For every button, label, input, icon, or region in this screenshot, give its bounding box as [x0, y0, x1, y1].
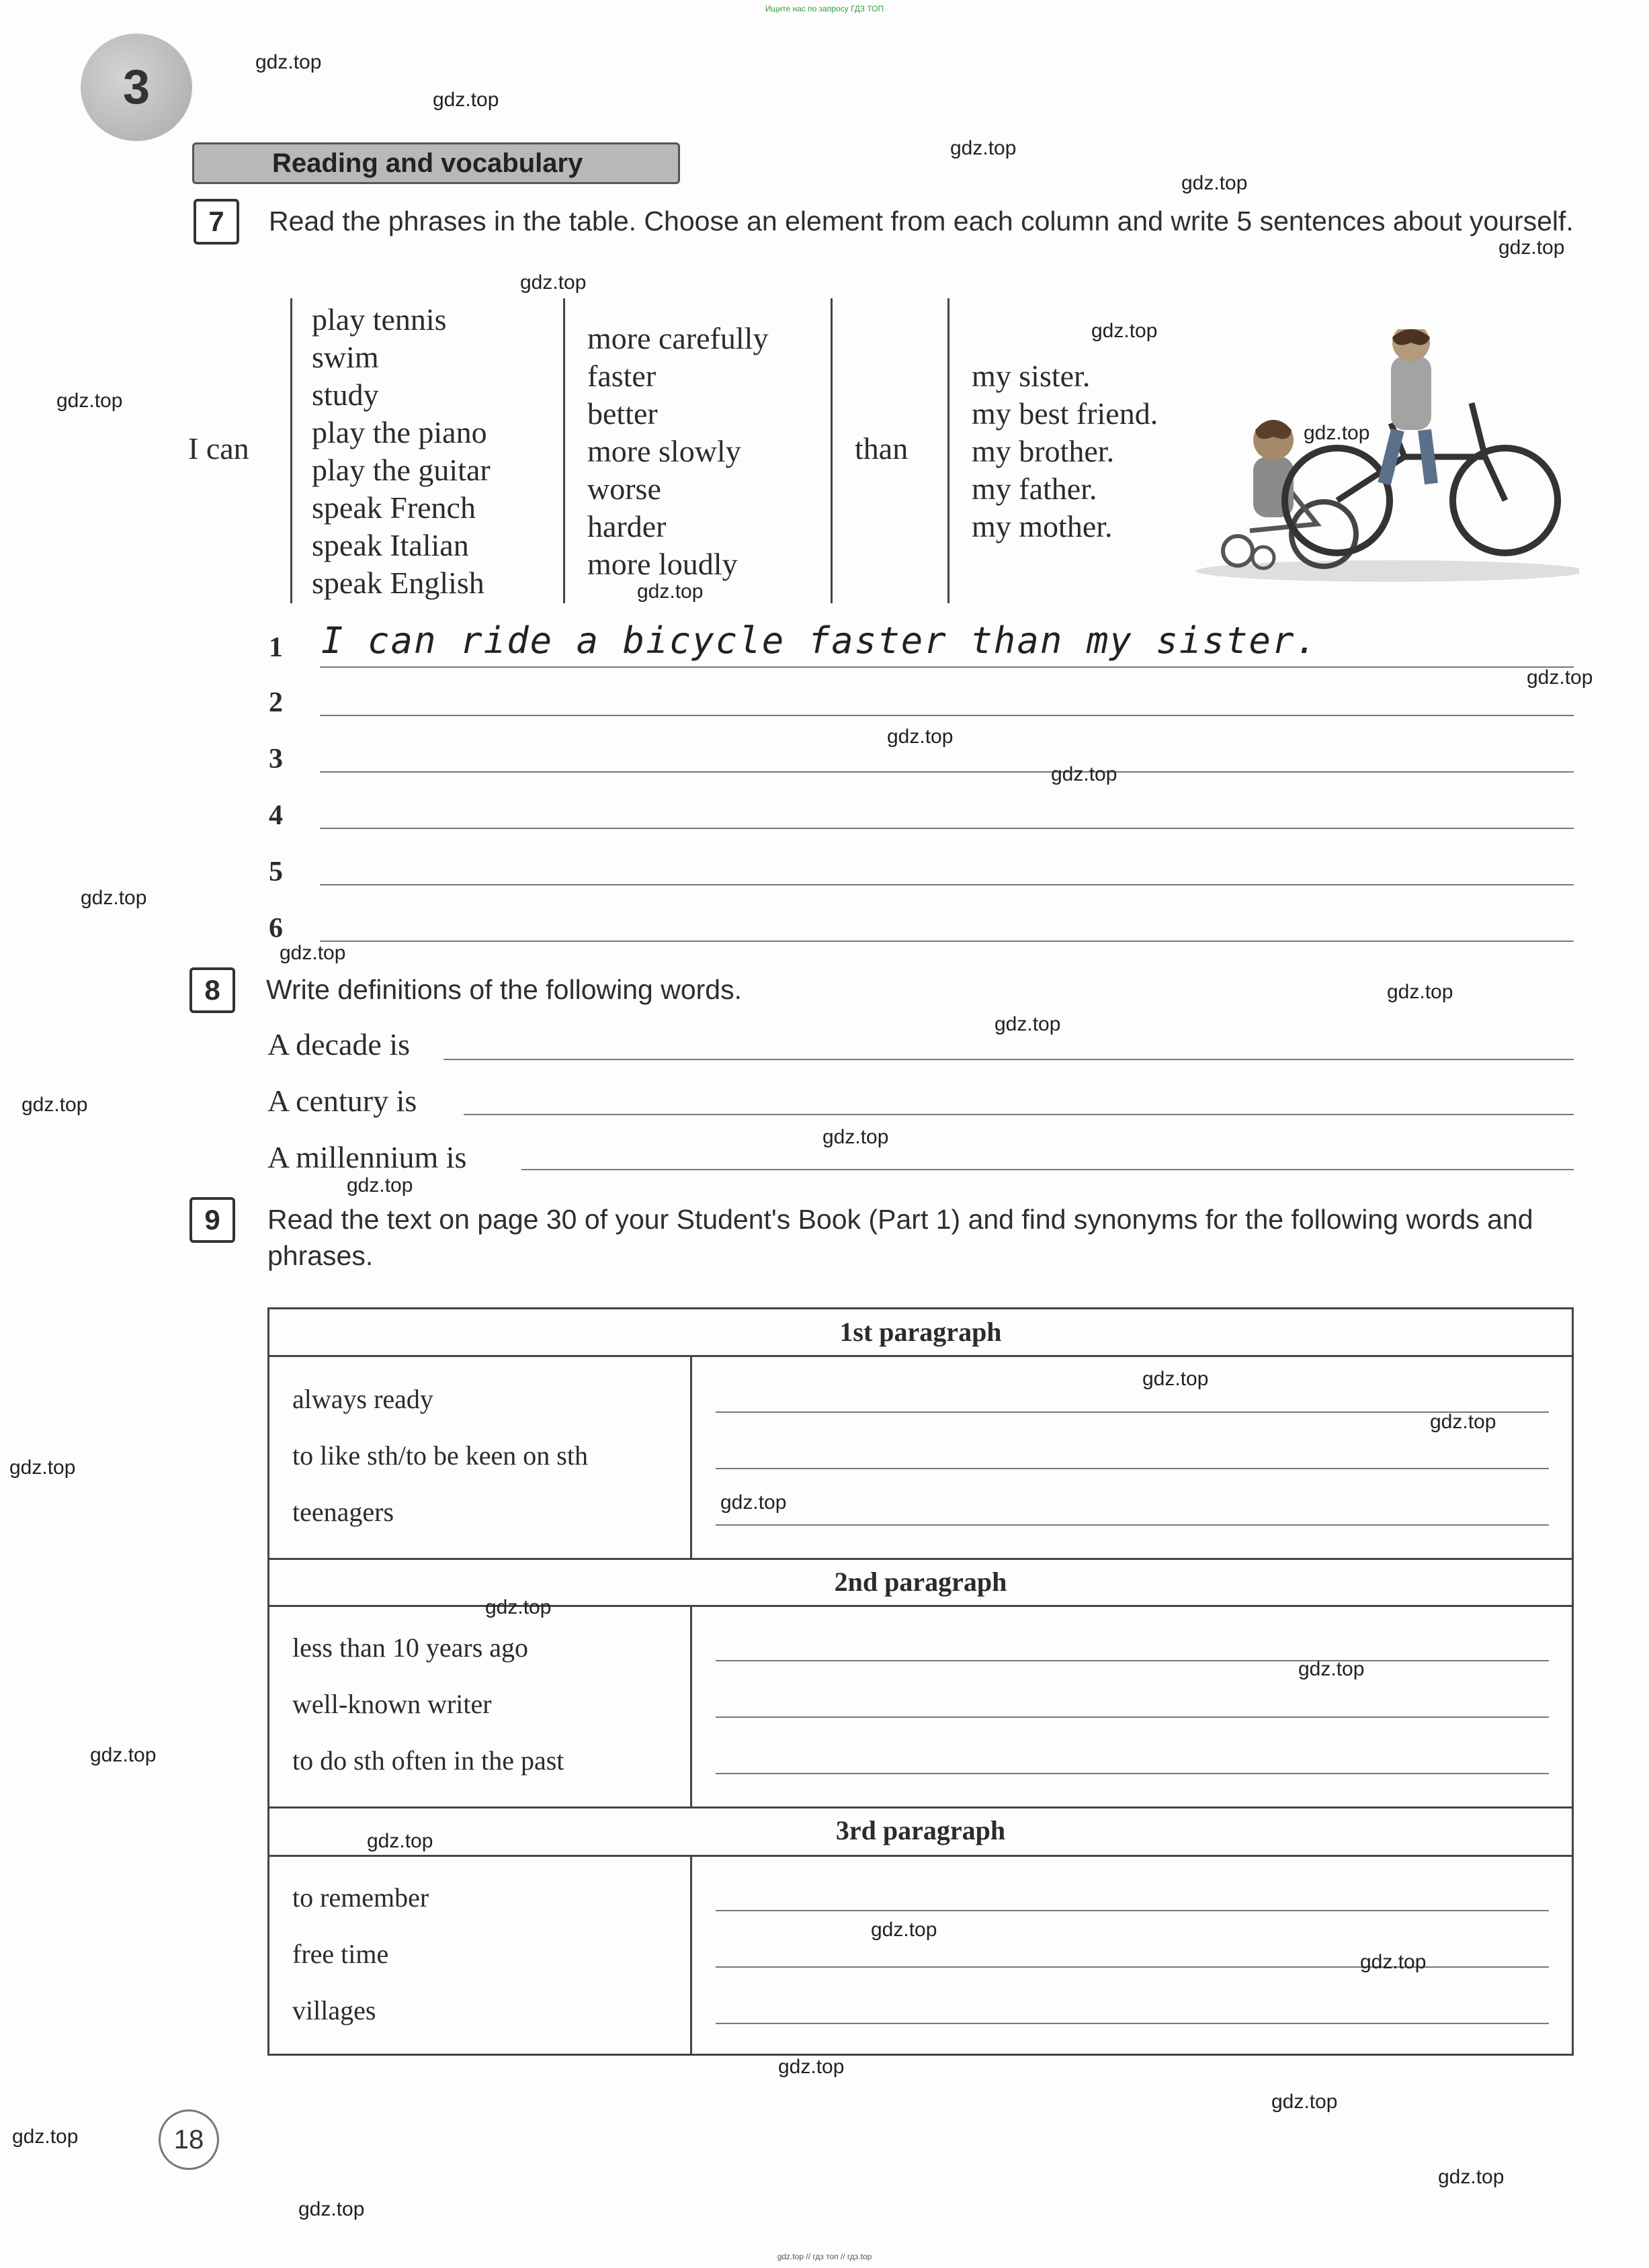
synonym-answer-line[interactable]: [716, 2023, 1549, 2024]
answer-line-1[interactable]: [320, 666, 1574, 668]
synonym-prompt: to do sth often in the past: [292, 1745, 564, 1776]
watermark: gdz.top: [1142, 1368, 1209, 1390]
exercise-9-instruction: Read the text on page 30 of your Student's Book (Part 1) and find synonyms for the following words and phrases.: [267, 1204, 1533, 1271]
answer-line-4[interactable]: [320, 828, 1574, 829]
activity-item: speak French: [312, 490, 476, 525]
adverbs-column: [587, 320, 768, 583]
watermark: gdz.top: [9, 1456, 76, 1479]
paragraph-heading: 3rd paragraph: [835, 1815, 1006, 1845]
synonym-prompt: to remember: [292, 1882, 429, 1913]
line-number: 1: [269, 632, 283, 663]
definition-line-century[interactable]: [464, 1114, 1574, 1115]
synonym-prompt: villages: [292, 1995, 376, 2025]
watermark: gdz.top: [255, 51, 322, 73]
activity-item: play the piano: [312, 415, 487, 449]
watermark: gdz.top: [485, 1596, 552, 1618]
synonym-answer-line[interactable]: [716, 1411, 1549, 1413]
watermark: gdz.top: [1527, 666, 1593, 689]
watermark: gdz.top: [298, 2198, 365, 2220]
table-col-divider: [690, 1355, 692, 1558]
table-col-divider: [690, 1605, 692, 1806]
person-item: my sister.: [972, 359, 1091, 393]
connector-than: than: [855, 431, 908, 466]
synonym-prompt: well-known writer: [292, 1689, 492, 1719]
table-rule: [269, 1605, 1572, 1607]
synonym-prompt: teenagers: [292, 1497, 394, 1527]
watermark: gdz.top: [81, 887, 147, 909]
line-number: 6: [269, 913, 283, 944]
watermark: gdz.top: [871, 1919, 937, 1941]
line-number: 2: [269, 687, 283, 718]
watermark: gdz.top: [822, 1126, 889, 1148]
exercise-9-number: 9: [189, 1197, 235, 1243]
synonym-answer-line[interactable]: [716, 1468, 1549, 1469]
synonym-prompt: to like sth/to be keen on sth: [292, 1440, 588, 1471]
bottom-note: gdz.top // гдз топ // гдз.top: [777, 2252, 872, 2261]
watermark: gdz.top: [1181, 172, 1248, 194]
table-divider: [563, 298, 565, 603]
watermark: gdz.top: [1498, 236, 1565, 259]
definition-label: A century is: [267, 1084, 417, 1118]
watermark: gdz.top: [1271, 2091, 1338, 2113]
synonym-prompt: always ready: [292, 1384, 433, 1414]
exercise-8-instruction: Write definitions of the following words.: [266, 974, 742, 1005]
answer-line-5[interactable]: [320, 884, 1574, 885]
watermark: gdz.top: [1438, 2166, 1505, 2188]
person-item: my father.: [972, 472, 1097, 506]
activity-item: play the guitar: [312, 453, 491, 487]
section-title: Reading and vocabulary: [192, 142, 680, 184]
unit-number-badge: 3: [81, 34, 192, 141]
top-note: Ищите нас по запросу ГДЗ ТОП: [765, 4, 884, 13]
people-column: [972, 357, 1158, 546]
watermark: gdz.top: [280, 942, 346, 964]
watermark: gdz.top: [433, 89, 499, 111]
synonym-prompt: free time: [292, 1939, 389, 1969]
watermark: gdz.top: [720, 1491, 787, 1514]
table-rule: [269, 1855, 1572, 1857]
adverb-item: more loudly: [587, 547, 738, 581]
synonym-answer-line[interactable]: [716, 1910, 1549, 1911]
table-rule: [269, 1355, 1572, 1357]
paragraph-heading: 1st paragraph: [839, 1317, 1002, 1347]
person-item: my brother.: [972, 434, 1115, 468]
table-col-divider: [690, 1855, 692, 2054]
activity-item: speak Italian: [312, 528, 469, 562]
synonym-answer-line[interactable]: [716, 1660, 1549, 1661]
definition-line-millennium[interactable]: [521, 1169, 1574, 1170]
watermark: gdz.top: [1051, 763, 1117, 785]
exercise-8-number: 8: [189, 967, 235, 1013]
watermark: gdz.top: [637, 580, 704, 603]
answer-line-2[interactable]: [320, 715, 1574, 716]
adverb-item: faster: [587, 359, 657, 393]
watermark: gdz.top: [12, 2126, 79, 2148]
watermark: gdz.top: [520, 271, 587, 294]
table-divider: [290, 298, 292, 603]
adverb-item: harder: [587, 509, 667, 543]
watermark: gdz.top: [887, 726, 954, 748]
watermark: gdz.top: [950, 137, 1017, 159]
answer-line-1-text: I can ride a bicycle faster than my sister.: [321, 619, 1318, 662]
watermark: gdz.top: [995, 1013, 1061, 1035]
table-rule: [269, 1806, 1572, 1808]
activities-column: [312, 301, 491, 602]
subject-i-can: I can: [188, 431, 249, 466]
page-number: 18: [159, 2109, 219, 2170]
synonym-answer-line[interactable]: [716, 1524, 1549, 1526]
watermark: gdz.top: [778, 2056, 845, 2078]
answer-line-6[interactable]: [320, 941, 1574, 942]
table-rule: [269, 1558, 1572, 1560]
table-divider: [831, 298, 833, 603]
watermark: gdz.top: [1360, 1951, 1427, 1973]
watermark: gdz.top: [90, 1744, 157, 1766]
synonym-answer-line[interactable]: [716, 1716, 1549, 1718]
person-item: my best friend.: [972, 396, 1158, 431]
exercise-7-instruction: Read the phrases in the table. Choose an element from each column and write 5 sentences about yourself.: [269, 206, 1574, 236]
activity-item: speak English: [312, 566, 484, 600]
table-divider: [947, 298, 949, 603]
definition-label: A decade is: [267, 1027, 411, 1061]
definition-line-decade[interactable]: [443, 1059, 1574, 1060]
synonym-answer-line[interactable]: [716, 1773, 1549, 1774]
adverb-item: more slowly: [587, 434, 741, 468]
answer-line-3[interactable]: [320, 771, 1574, 773]
synonyms-table: [267, 1307, 1574, 2056]
watermark: gdz.top: [1387, 981, 1453, 1003]
adverb-item: worse: [587, 472, 661, 506]
watermark: gdz.top: [347, 1174, 413, 1196]
synonym-prompt: less than 10 years ago: [292, 1632, 529, 1663]
activity-item: play tennis: [312, 302, 447, 337]
watermark: gdz.top: [367, 1830, 433, 1852]
kids-cycling-illustration: [1189, 329, 1579, 584]
line-number: 5: [269, 857, 283, 887]
watermark: gdz.top: [56, 390, 123, 412]
watermark: gdz.top: [1091, 320, 1158, 342]
line-number: 3: [269, 744, 283, 775]
watermark: gdz.top: [22, 1094, 88, 1116]
activity-item: study: [312, 378, 379, 412]
definition-label: A millennium is: [267, 1140, 467, 1174]
person-item: my mother.: [972, 509, 1113, 543]
watermark: gdz.top: [1304, 422, 1370, 444]
watermark: gdz.top: [1298, 1658, 1365, 1680]
activity-item: swim: [312, 340, 379, 374]
paragraph-heading: 2nd paragraph: [834, 1567, 1007, 1597]
line-number: 4: [269, 800, 283, 831]
adverb-item: better: [587, 396, 658, 431]
watermark: gdz.top: [1430, 1411, 1496, 1433]
adverb-item: more carefully: [587, 321, 769, 355]
exercise-7-number: 7: [194, 199, 239, 245]
